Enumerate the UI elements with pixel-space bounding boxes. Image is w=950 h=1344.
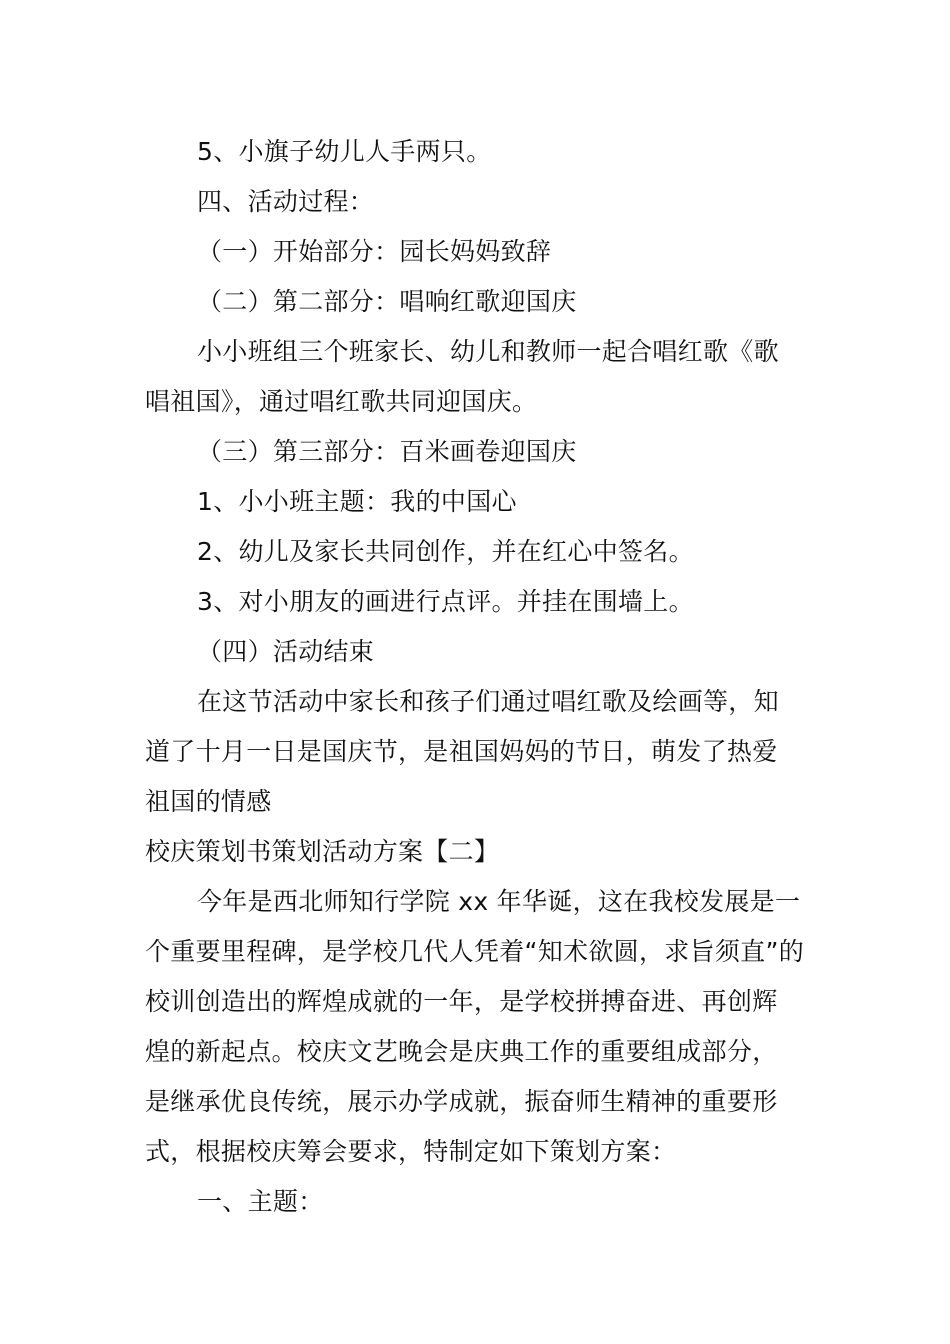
paragraph-summary: [145, 677, 810, 827]
paragraph-line: 在这节活动中家长和孩子们通过唱红歌及绘画等，知: [197, 687, 779, 716]
document-body: [145, 127, 810, 1227]
paragraph-line: 校训创造出的辉煌成就的一年，是学校拼搏奋进、再创辉: [145, 987, 778, 1016]
part-two-title: 校庆策划书策划活动方案【二】: [145, 837, 500, 866]
paragraph-line: 煌的新起点。校庆文艺晚会是庆典工作的重要组成部分，: [145, 1037, 778, 1066]
list-item: 1、小小班主题：我的中国心: [197, 487, 517, 516]
paragraph-line: 是继承优良传统，展示办学成就，振奋师生精神的重要形: [145, 1087, 778, 1116]
section-heading-process: 四、活动过程：: [197, 187, 375, 216]
paragraph-red-songs: [145, 327, 810, 427]
paragraph-line: 个重要里程碑，是学校几代人凭着“知术欲圆，求旨须直”的: [145, 937, 805, 966]
list-item-5: 5、小旗子幼儿人手两只。: [197, 137, 492, 166]
list-item: 2、幼儿及家长共同创作，并在红心中签名。: [197, 537, 694, 566]
section-heading-theme: 一、主题：: [197, 1187, 324, 1216]
list-item: 3、对小朋友的画进行点评。并挂在围墙上。: [197, 587, 694, 616]
paragraph-line: 今年是西北师知行学院 xx 年华诞，这在我校发展是一: [197, 887, 801, 916]
paragraph-line: 道了十月一日是国庆节，是祖国妈妈的节日，萌发了热爱: [145, 737, 778, 766]
paragraph-line: 唱祖国》，通过唱红歌共同迎国庆。: [145, 387, 538, 416]
paragraph-anniversary: [145, 877, 810, 1177]
paragraph-line: 小小班组三个班家长、幼儿和教师一起合唱红歌《歌: [197, 337, 779, 366]
subsection-opening: （一）开始部分：园长妈妈致辞: [197, 237, 552, 266]
paragraph-line: 祖国的情感: [145, 787, 272, 816]
painting-list: [145, 477, 810, 627]
subsection-red-songs: （二）第二部分：唱响红歌迎国庆: [197, 287, 577, 316]
paragraph-line: 式，根据校庆筹会要求，特制定如下策划方案：: [145, 1137, 677, 1166]
subsection-painting: （三）第三部分：百米画卷迎国庆: [197, 437, 577, 466]
subsection-ending: （四）活动结束: [197, 637, 375, 666]
